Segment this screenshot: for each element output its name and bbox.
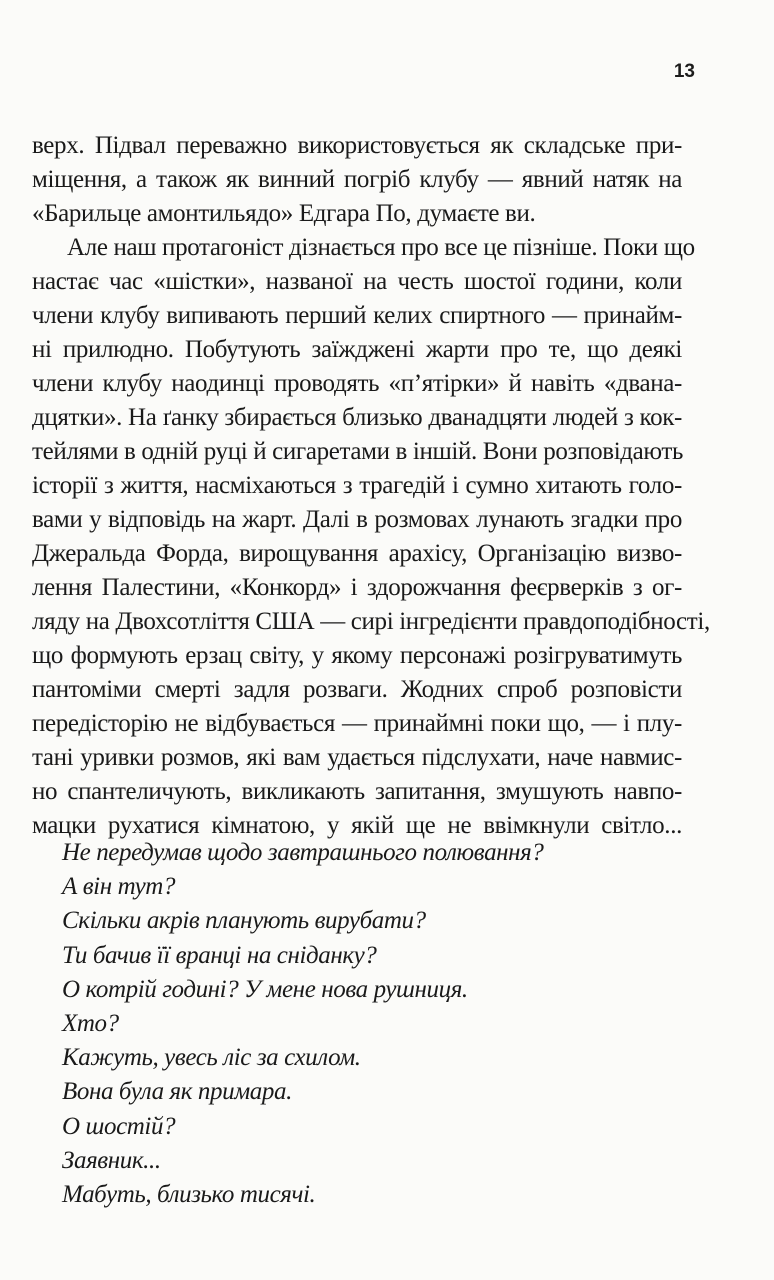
text-line: що формують ерзац світу, у якому персонажі розігруватимуть [32,642,682,669]
dialogue-line: О котрій годині? У мене нова рушниця. [62,975,468,1003]
text-line: вами у відповідь на жарт. Далі в розмовах лунають згадки про [32,506,682,533]
text-line: тані уривки розмов, які вам удається підслухати, наче навмис- [32,744,682,771]
dialogue-line: Вона була як примара. [62,1078,292,1106]
text-line: настає час «шістки», названої на честь шостої години, коли [32,268,682,295]
dialogue-line: Ти бачив її вранці на сніданку? [62,941,377,969]
text-line: тейлями в одній руці й сигаретами в іншій. Вони розповідають [32,438,684,465]
dialogue-line: Хто? [62,1009,119,1037]
text-line: Джеральда Форда, вирощування арахісу, Організацію визво- [32,540,682,567]
text-line: мацки рухатися кімнатою, у якій ще не ввімкнули світло... [32,812,682,839]
dialogue-line: О шостій? [62,1112,176,1140]
text-line: члени клубу наодинці проводять «п’ятірки» й навіть «двана- [32,370,682,397]
body-text [32,129,710,843]
text-line: історії з життя, насміхаються з трагедій і сумно хитають голо- [32,472,682,499]
text-line: Але наш протагоніст дізнається про все це пізніше. Поки що [67,234,695,261]
text-line: ні прилюдно. Побутують заїжджені жарти про те, що деякі [32,336,682,363]
text-line: члени клубу випивають перший келих спиртного — принайм- [32,302,682,329]
dialogue-line: Скільки акрів планують вирубати? [62,907,426,935]
dialogue-line: Кажуть, увесь ліс за схилом. [62,1044,361,1072]
text-line: дцятки». На ґанку збирається близько дванадцяти людей з кок- [32,404,682,431]
text-line: міщення, а також як винний погріб клубу — явний натяк на [32,166,682,193]
text-line: передісторію не відбувається — принаймні поки що, — і плу- [32,710,682,737]
dialogue-line: А він тут? [62,873,176,901]
text-line: верх. Підвал переважно використовується як складське при- [32,132,682,159]
text-line: пантоміми смерті задля розваги. Жодних спроб розповісти [32,676,682,703]
page-number: 13 [673,61,695,82]
dialogue-line: Мабуть, близько тисячі. [62,1180,316,1208]
text-line: лення Палестини, «Конкорд» і здорожчання феєрверків з ог- [32,574,682,601]
text-line: «Барильце амонтильядо» Едгара По, думаєте ви. [32,200,536,227]
dialogue-block [62,836,682,1212]
text-line: ляду на Двохсотліття США — сирі інгредієнти правдоподібності, [32,608,710,635]
text-line: но спантеличують, викликають запитання, змушують навпо- [32,778,682,805]
dialogue-line: Не передумав щодо завтрашнього полювання? [62,839,544,866]
dialogue-line: Заявник... [62,1146,161,1174]
